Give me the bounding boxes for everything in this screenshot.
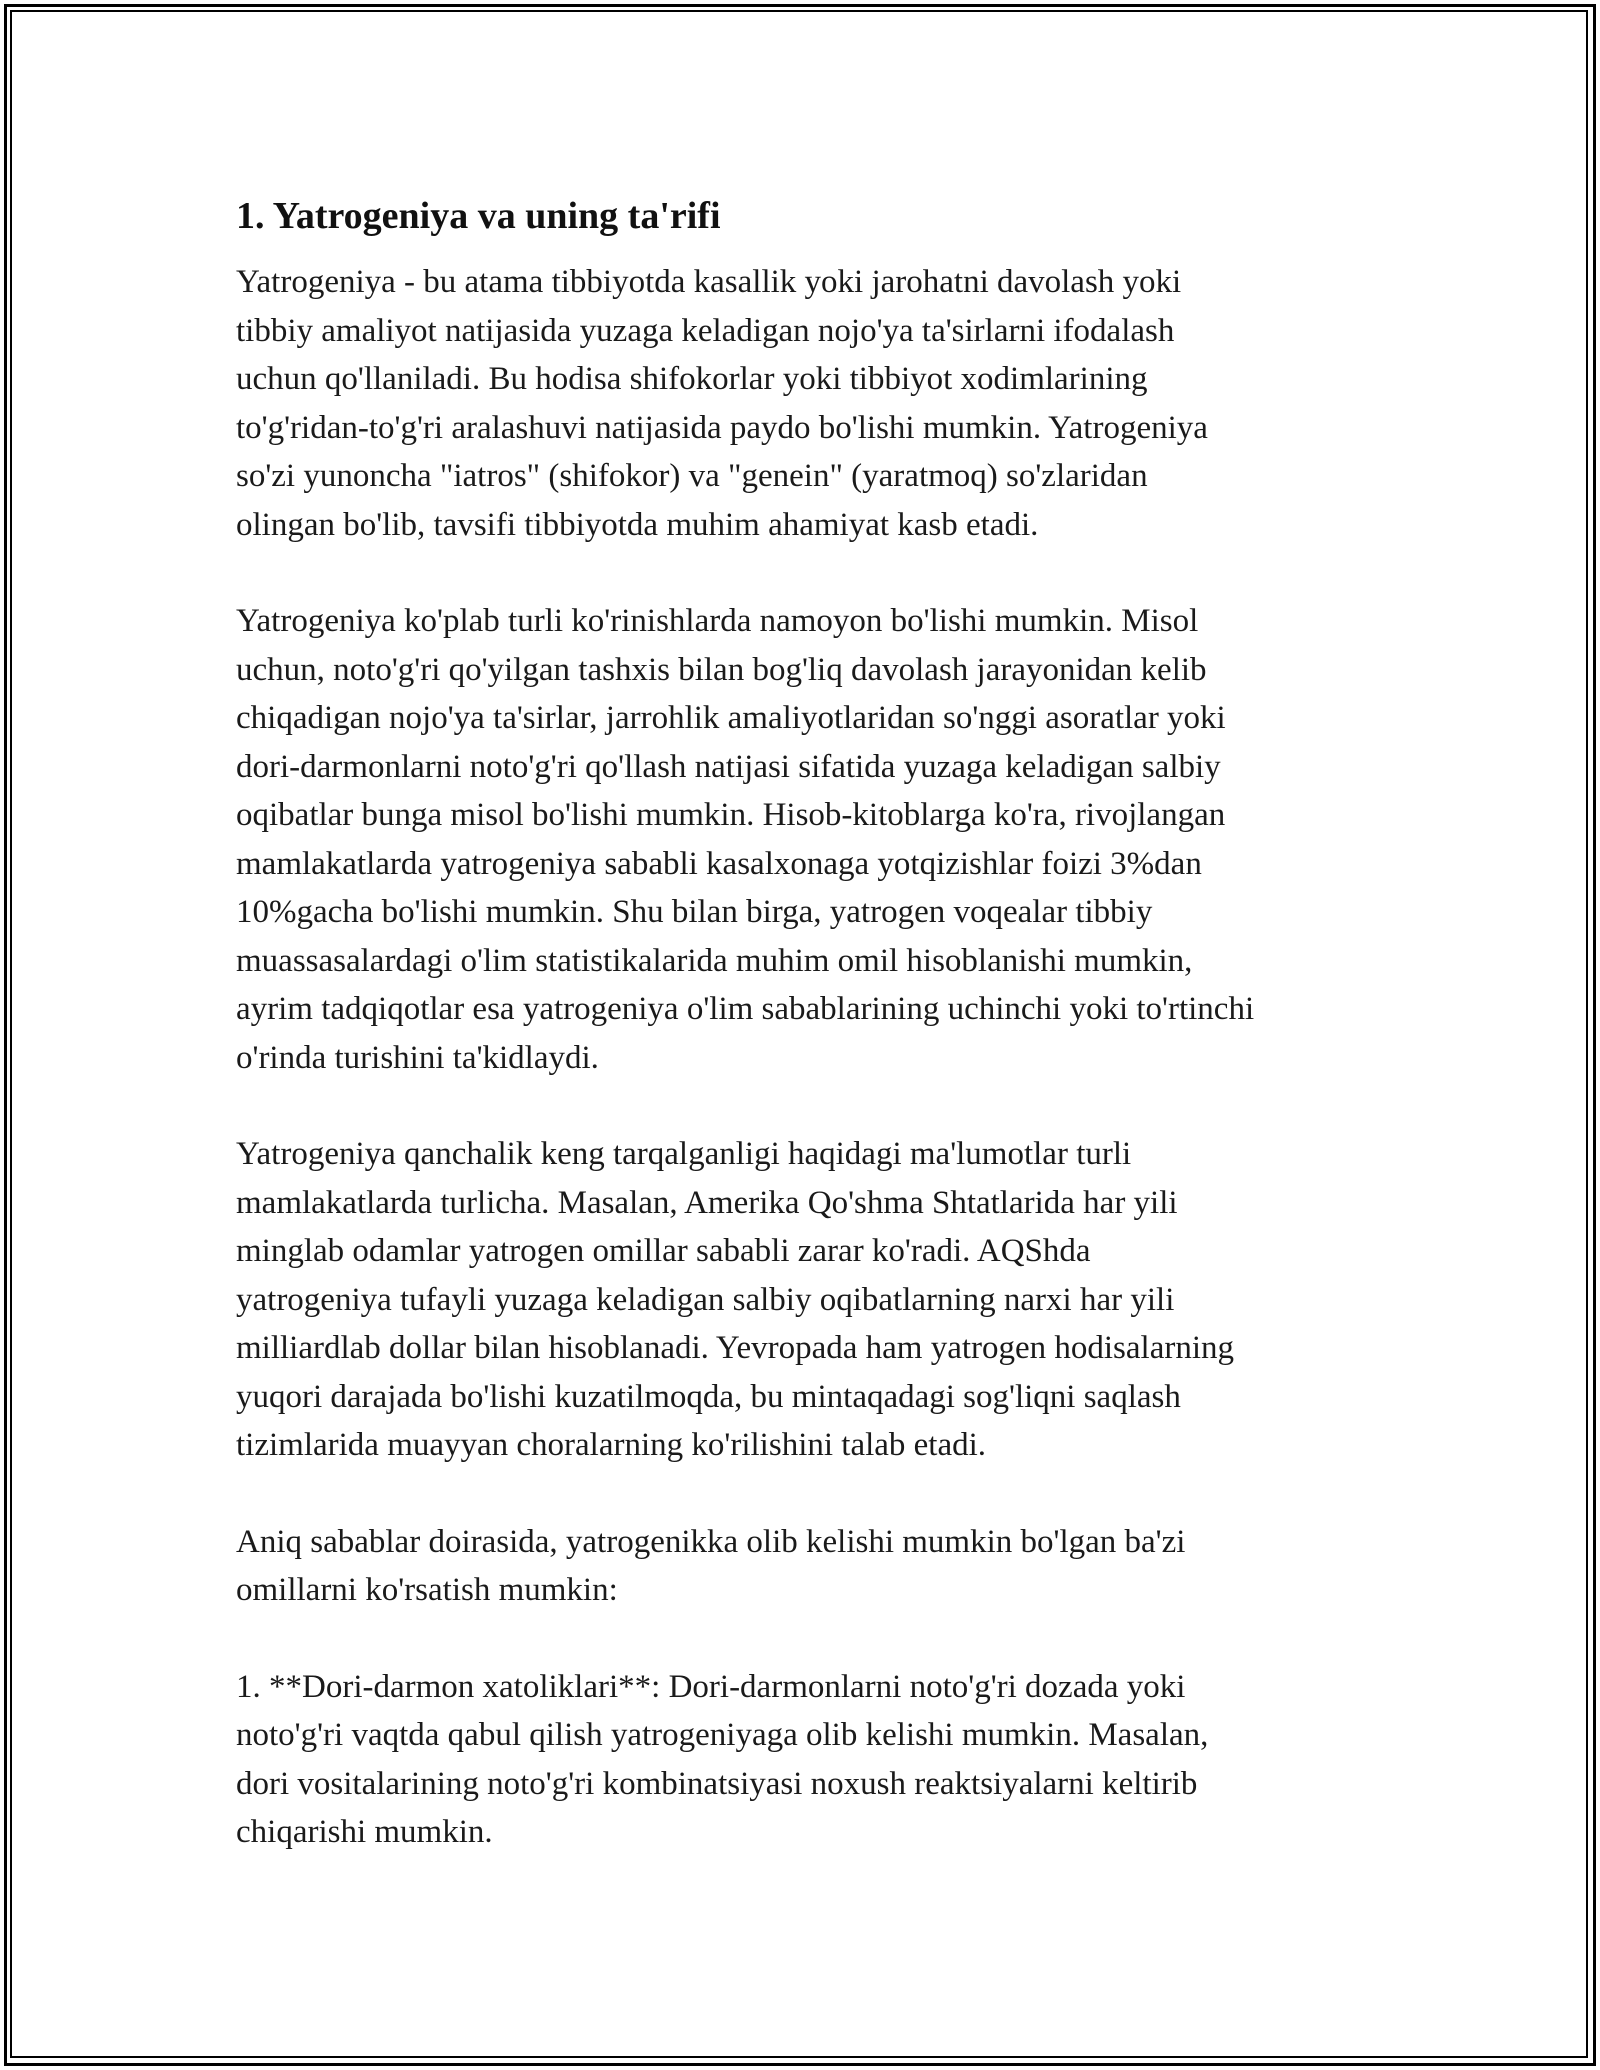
paragraph-manifestations	[236, 597, 1376, 1082]
text-line: tizimlarida muayyan choralarning ko'rilishini talab etadi.	[236, 1427, 987, 1463]
text-line: omillarni ko'rsatish mumkin:	[236, 1572, 618, 1608]
text-line: minglab odamlar yatrogen omillar sababli zarar ko'radi. AQShda	[236, 1233, 1091, 1269]
text-line: dori-darmonlarni noto'g'ri qo'llash natijasi sifatida yuzaga keladigan salbiy	[236, 748, 1221, 785]
text-line: yatrogeniya tufayli yuzaga keladigan salbiy oqibatlarning narxi har yili	[236, 1281, 1175, 1318]
text-line: Yatrogeniya ko'plab turli ko'rinishlarda namoyon bo'lishi mumkin. Misol	[236, 603, 1199, 639]
text-line: milliardlab dollar bilan hisoblanadi. Yevropada ham yatrogen hodisalarning	[236, 1330, 1235, 1366]
paragraph-causes-intro	[236, 1518, 1376, 1615]
text-line: 1. **Dori-darmon xatoliklari**: Dori-darmonlarni noto'g'ri dozada yoki	[236, 1668, 1186, 1705]
text-line: o'rinda turishini ta'kidlaydi.	[236, 1039, 599, 1076]
document-body	[236, 188, 1376, 1905]
text-line: noto'g'ri vaqtda qabul qilish yatrogeniyaga olib kelishi mumkin. Masalan,	[236, 1717, 1209, 1753]
text-line: dori vositalarining noto'g'ri kombinatsiyasi noxush reaktsiyalarni keltirib	[236, 1765, 1198, 1802]
text-line: muassasalardagi o'lim statistikalarida muhim omil hisoblanishi mumkin,	[236, 942, 1193, 979]
text-line: uchun, noto'g'ri qo'yilgan tashxis bilan bog'liq davolash jarayonidan kelib	[236, 651, 1207, 688]
text-line: Yatrogeniya qanchalik keng tarqalganligi haqidagi ma'lumotlar turli	[236, 1136, 1132, 1172]
paragraph-prevalence	[236, 1130, 1376, 1470]
text-line: ayrim tadqiqotlar esa yatrogeniya o'lim sabablarining uchinchi yoki to'rtinchi	[236, 991, 1255, 1027]
text-line: mamlakatlarda yatrogeniya sababli kasalxonaga yotqizishlar foizi 3%dan	[236, 845, 1202, 882]
text-line: to'g'ridan-to'g'ri aralashuvi natijasida paydo bo'lishi mumkin. Yatrogeniya	[236, 409, 1208, 446]
list-item-medication-errors	[236, 1663, 1376, 1857]
text-line: chiqarishi mumkin.	[236, 1814, 493, 1850]
text-line: Yatrogeniya - bu atama tibbiyotda kasallik yoki jarohatni davolash yoki	[236, 264, 1182, 300]
text-line: Aniq sabablar doirasida, yatrogenikka olib kelishi mumkin bo'lgan ba'zi	[236, 1523, 1186, 1560]
section-heading: 1. Yatrogeniya va uning ta'rifi	[236, 195, 721, 237]
text-line: mamlakatlarda turlicha. Masalan, Amerika Qo'shma Shtatlarida har yili	[236, 1184, 1178, 1221]
text-line: yuqori darajada bo'lishi kuzatilmoqda, bu mintaqadagi sog'liqni saqlash	[236, 1378, 1181, 1415]
text-line: so'zi yunoncha "iatros" (shifokor) va "genein" (yaratmoq) so'zlaridan	[236, 458, 1148, 494]
text-line: uchun qo'llaniladi. Bu hodisa shifokorlar yoki tibbiyot xodimlarining	[236, 361, 1148, 397]
paragraph-definition	[236, 258, 1376, 549]
text-line: chiqadigan nojo'ya ta'sirlar, jarrohlik amaliyotlaridan so'nggi asoratlar yoki	[236, 700, 1226, 736]
text-line: oqibatlar bunga misol bo'lishi mumkin. Hisob-kitoblarga ko'ra, rivojlangan	[236, 797, 1226, 833]
text-line: 10%gacha bo'lishi mumkin. Shu bilan birga, yatrogen voqealar tibbiy	[236, 894, 1153, 930]
text-line: tibbiy amaliyot natijasida yuzaga keladigan nojo'ya ta'sirlarni ifodalash	[236, 312, 1175, 349]
text-line: olingan bo'lib, tavsifi tibbiyotda muhim ahamiyat kasb etadi.	[236, 506, 1039, 543]
